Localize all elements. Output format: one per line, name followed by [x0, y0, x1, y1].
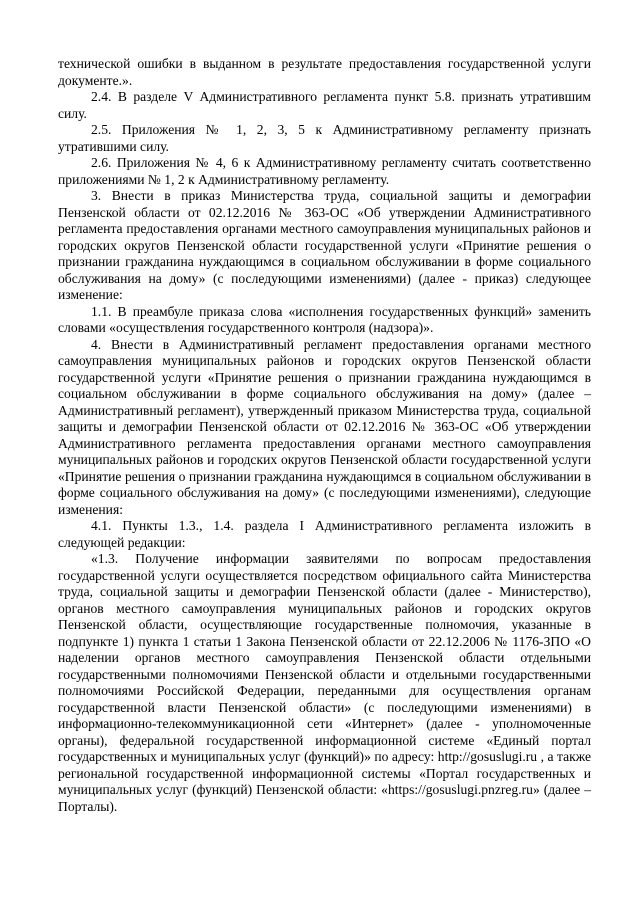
paragraph-1-1: 1.1. В преамбуле приказа слова «исполнения государственных функций» заменить словами «осуществления государственного контроля (надзора)».: [58, 303, 591, 335]
paragraph-3: 3. Внести в приказ Министерства труда, социальной защиты и демографии Пензенской области от 02.12.2016 № 363-ОС «Об утверждении Административного регламента предоставления органами местного самоуправления муниципальных районов и городских округов Пензенской области государственной услуги «Принятие решения о признании гражданина нуждающимся в социальном обслуживании в форме социального обслуживания на дому» (с последующими изменениями) (далее - приказ) следующее изменение:: [58, 188, 591, 302]
paragraph-2-4: 2.4. В разделе V Административного регламента пункт 5.8. признать утратившим силу.: [58, 89, 591, 121]
paragraph-4-1: 4.1. Пункты 1.3., 1.4. раздела I Административного регламента изложить в следующей редакции:: [58, 518, 591, 550]
paragraph-1-3: «1.3. Получение информации заявителями по вопросам предоставления государственной услуги осуществляется посредством официального сайта Министерства труда, социальной защиты и демографии Пензенской области (далее - Министерство), органов местного самоуправления муниципальных районов и городских округов Пензенской области, осуществляющие государственные полномочия, указанные в подпункте 1) пункта 1 статьи 1 Закона Пензенской области от 22.12.2006 № 1176-ЗПО «О наделении органов местного самоуправления Пензенской области отдельными государственными полномочиями Пензенской области и отдельными государственными полномочиями Российской Федерации, переданными для осуществления органам государственной власти Пензенской области» (с последующими изменениями) в информационно-телекоммуникационной сети «Интернет» (далее - уполномоченные органы), федеральной государственной информационной системе «Единый портал государственных и муниципальных услуг (функций)» по адресу: http://gosuslugi.ru , а также региональной государственной информационной системы «Портал государственных и муниципальных услуг (функций) Пензенской области: «https://gosuslugi.pnzreg.ru» (далее – Порталы).: [58, 551, 591, 814]
paragraph-error-correction-end: технической ошибки в выданном в результате предоставления государственной услуги документе.».: [58, 56, 591, 88]
paragraph-2-6: 2.6. Приложения № 4, 6 к Административному регламенту считать соответственно приложениями № 1, 2 к Административному регламенту.: [58, 155, 591, 187]
document-page: [58, 56, 591, 815]
paragraph-4: 4. Внести в Административный регламент предоставления органами местного самоуправления муниципальных районов и городских округов Пензенской области государственной услуги «Принятие решения о признании гражданина нуждающимся в социальном обслуживании в форме социального обслуживания на дому» (далее – Административный регламент), утвержденный приказом Министерства труда, социальной защиты и демографии Пензенской области от 02.12.2016 № 363-ОС «Об утверждении Административного регламента предоставления органами местного самоуправления муниципальных районов и городских округов Пензенской области государственной услуги «Принятие решения о признании гражданина нуждающимся в социальном обслуживании в форме социального обслуживания на дому» (с последующими изменениями), следующие изменения:: [58, 336, 591, 517]
paragraph-2-5: 2.5. Приложения № 1, 2, 3, 5 к Административному регламенту признать утратившими силу.: [58, 122, 591, 154]
